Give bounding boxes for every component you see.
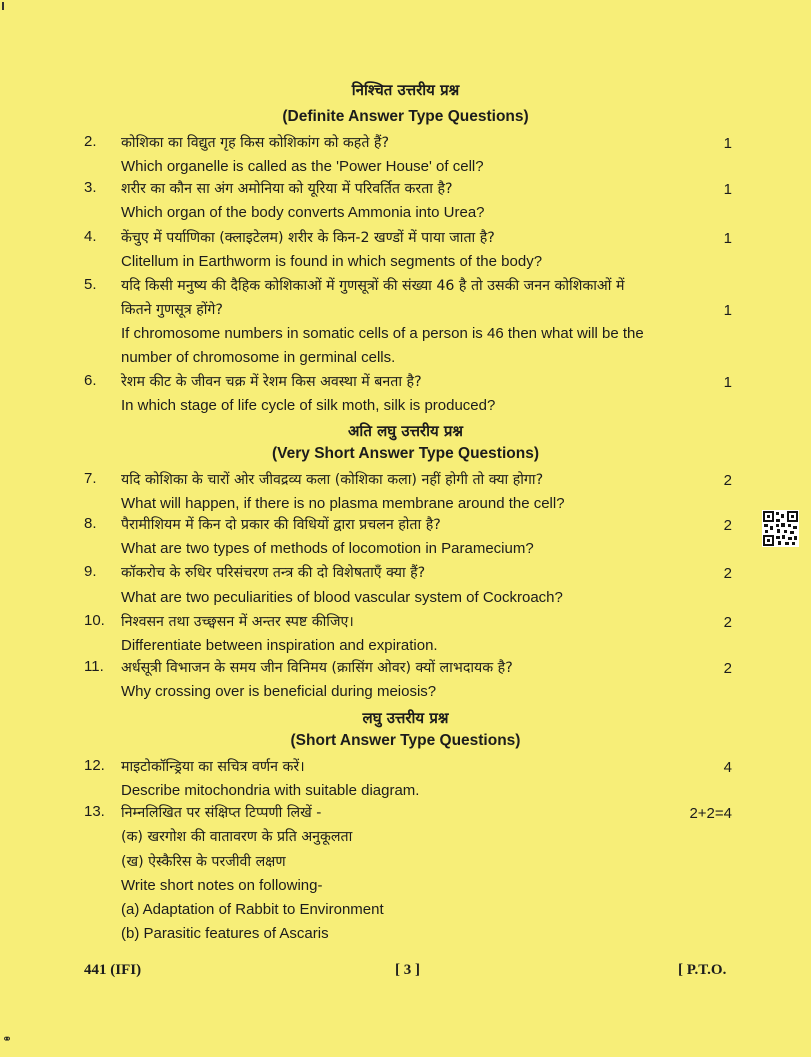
question-number: 6. (84, 372, 97, 389)
question-text-english: Describe mitochondria with suitable diagram. (121, 782, 420, 799)
question-number: 12. (84, 757, 105, 774)
section-heading-hindi: लघु उत्तरीय प्रश्न (362, 709, 449, 727)
question-text-hindi: कोशिका का विद्युत गृह किस कोशिकांग को कहते हैं? (121, 135, 389, 151)
question-number: 11. (84, 658, 104, 675)
question-text-hindi: निम्नलिखित पर संक्षिप्त टिप्पणी लिखें - (121, 805, 322, 821)
question-marks: 2 (723, 472, 732, 489)
question-text-english: In which stage of life cycle of silk moth, silk is produced? (121, 397, 496, 414)
question-text-english: Clitellum in Earthworm is found in which segments of the body? (121, 253, 543, 270)
question-text-hindi: माइटोकॉन्ड्रिया का सचित्र वर्णन करें। (121, 759, 305, 775)
question-text-english: Which organ of the body converts Ammonia into Urea? (121, 204, 485, 221)
question-text-hindi-cont: कितने गुणसूत्र होंगे? (121, 302, 223, 318)
paper-code: 441 (IFI) (84, 962, 142, 978)
question-marks: 1 (723, 302, 732, 319)
question-marks: 2 (723, 565, 732, 582)
punch-hole-icon: ⚭ (2, 1032, 13, 1046)
page-number: [ 3 ] (395, 962, 420, 978)
pto-label: [ P.T.O. (678, 962, 727, 978)
question-text-english-cont: number of chromosome in germinal cells. (121, 349, 396, 366)
question-marks: 2+2=4 (689, 805, 732, 822)
question-text-english: What are two types of methods of locomotion in Paramecium? (121, 540, 534, 557)
sub-item-hindi-b: (ख) ऐस्कैरिस के परजीवी लक्षण (121, 854, 286, 870)
question-text-english: Differentiate between inspiration and expiration. (121, 637, 438, 654)
question-marks: 2 (723, 614, 732, 631)
section-heading-english: (Definite Answer Type Questions) (282, 108, 529, 125)
question-text-hindi: अर्धसूत्री विभाजन के समय जीन विनिमय (क्रासिंग ओवर) क्यों लाभदायक है? (121, 660, 513, 676)
question-text-hindi: शरीर का कौन सा अंग अमोनिया को यूरिया में परिवर्तित करता है? (121, 181, 453, 197)
question-text-hindi: यदि किसी मनुष्य की दैहिक कोशिकाओं में गुणसूत्रों की संख्या 46 है तो उसकी जनन कोशिकाओं में (121, 278, 625, 294)
question-number: 8. (84, 515, 97, 532)
question-number: 4. (84, 228, 97, 245)
sub-item-english-b: (b) Parasitic features of Ascaris (121, 925, 329, 942)
question-number: 3. (84, 179, 97, 196)
question-text-hindi: रेशम कीट के जीवन चक्र में रेशम किस अवस्था में बनता है? (121, 374, 422, 390)
question-marks: 1 (723, 230, 732, 247)
question-text-hindi: कॉकरोच के रुधिर परिसंचरण तन्त्र की दो विशेषताएँ क्या हैं? (121, 565, 426, 581)
question-text-hindi: निश्वसन तथा उच्छ्वसन में अन्तर स्पष्ट कीजिए। (121, 614, 354, 630)
question-text-english: Which organelle is called as the 'Power House' of cell? (121, 158, 484, 175)
question-number: 9. (84, 563, 97, 580)
section-heading-hindi: निश्चित उत्तरीय प्रश्न (351, 81, 460, 99)
question-text-english: Why crossing over is beneficial during meiosis? (121, 683, 437, 700)
question-number: 5. (84, 276, 97, 293)
question-marks: 4 (723, 759, 732, 776)
question-text-hindi: केंचुए में पर्याणिका (क्लाइटेलम) शरीर के किन-2 खण्डों में पाया जाता है? (121, 230, 495, 246)
question-text-english: What are two peculiarities of blood vascular system of Cockroach? (121, 589, 563, 606)
sub-item-english-a: (a) Adaptation of Rabbit to Environment (121, 901, 384, 918)
qr-code-icon (762, 510, 799, 547)
question-text-english: If chromosome numbers in somatic cells of a person is 46 then what will be the (121, 325, 644, 342)
question-marks: 1 (723, 374, 732, 391)
question-number: 13. (84, 803, 105, 820)
question-text-english: Write short notes on following- (121, 877, 323, 894)
section-heading-english: (Short Answer Type Questions) (290, 732, 521, 749)
section-heading-hindi: अति लघु उत्तरीय प्रश्न (347, 422, 464, 440)
question-marks: 2 (723, 517, 732, 534)
question-marks: 2 (723, 660, 732, 677)
question-number: 7. (84, 470, 97, 487)
corner-mark (2, 2, 4, 10)
sub-item-hindi-a: (क) खरगोश की वातावरण के प्रति अनुकूलता (121, 829, 353, 845)
section-heading-english: (Very Short Answer Type Questions) (271, 445, 539, 462)
question-marks: 1 (723, 181, 732, 198)
question-text-hindi: पैरामीशियम में किन दो प्रकार की विधियों द्वारा प्रचलन होता है? (121, 517, 441, 533)
question-number: 10. (84, 612, 105, 629)
question-text-hindi: यदि कोशिका के चारों ओर जीवद्रव्य कला (कोशिका कला) नहीं होगी तो क्या होगा? (121, 472, 544, 488)
question-marks: 1 (723, 135, 732, 152)
question-text-english: What will happen, if there is no plasma membrane around the cell? (121, 495, 565, 512)
question-number: 2. (84, 133, 97, 150)
